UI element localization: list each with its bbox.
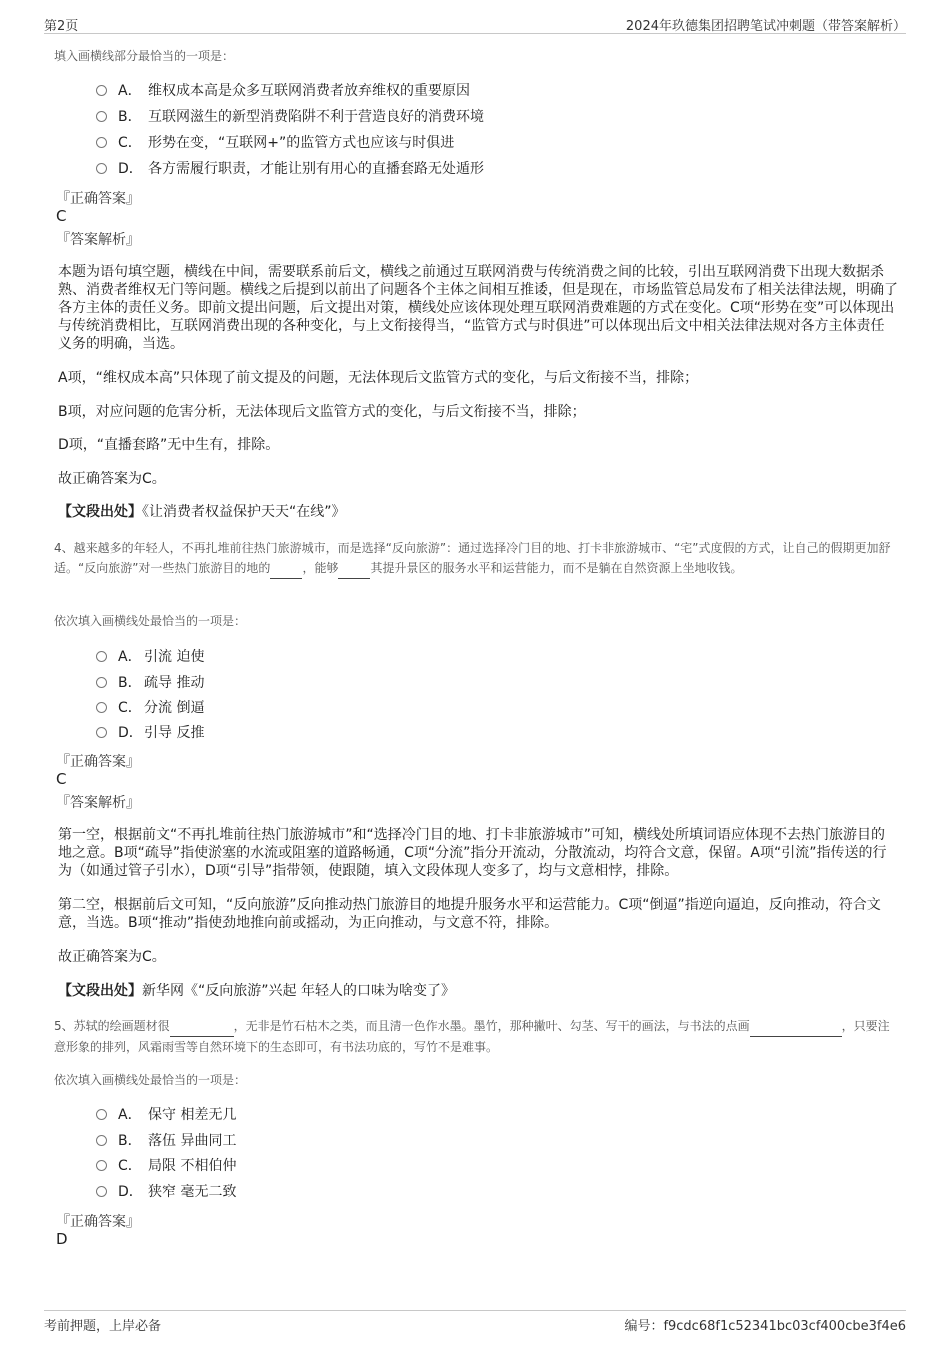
blank-2 — [338, 558, 370, 579]
blank-1 — [270, 558, 302, 579]
q5-answer: D — [56, 1230, 68, 1248]
radio-icon[interactable] — [96, 1135, 107, 1146]
document-id: 编号：f9cdc68f1c52341bc03cf400cbe3f4e6 — [624, 1319, 906, 1334]
q4-source — [58, 982, 898, 1000]
q5-option-c[interactable]: C． 局限 不相伯仲 — [96, 1155, 236, 1177]
document-title: 2024年玖德集团招聘笔试冲刺题（带答案解析） — [625, 19, 906, 34]
page-footer — [44, 1310, 906, 1333]
radio-icon[interactable] — [96, 651, 107, 662]
q4-conclusion: 故正确答案为C。 — [58, 949, 166, 965]
radio-icon[interactable] — [96, 727, 107, 738]
q3-option-a[interactable]: A． 维权成本高是众多互联网消费者放弃维权的重要原因 — [96, 80, 470, 102]
source-label: 【文段出处】 — [58, 504, 142, 520]
radio-icon[interactable] — [96, 1160, 107, 1171]
q4-prompt: 依次填入画横线处最恰当的一项是： — [54, 614, 247, 628]
analysis-tag: 『答案解析』 — [56, 232, 140, 248]
q4-analysis-first-blank: 第一空，根据前文“不再扎堆前往热门旅游城市”和“选择冷门目的地、打卡非旅游城市”可知，横线处所填词语应体现不去热门旅游目的地之意。B项“疏导”指使淤塞的水流或阻塞的道路畅通，C项“分流”指分开流动，分散流动，均符合文意，保留。A项“引流”指传送的行为（如通过管子引水），D项“引导”指带领，使跟随，填入文段体现人变多了，均与文意相悖，排除。 — [58, 827, 887, 879]
radio-icon[interactable] — [96, 111, 107, 122]
q3-option-b[interactable]: B． 互联网滋生的新型消费陷阱不利于营造良好的消费环境 — [96, 106, 484, 128]
q4-option-b[interactable]: B． 疏导 推动 — [96, 672, 204, 694]
blank-2 — [750, 1016, 842, 1037]
answer-tag: 『正确答案』 — [56, 191, 140, 207]
q3-answer: C — [56, 207, 67, 225]
radio-icon[interactable] — [96, 1109, 107, 1120]
q4-analysis-second-blank: 第二空，根据前后文可知，“反向旅游”反向推动热门旅游目的地提升服务水平和运营能力。C项“倒逼”指逆向逼迫，反向推动，符合文意，当选。B项“推动”指使劲地推向前或摇动，为正向推动，与文意不符，排除。 — [58, 897, 881, 931]
answer-tag: 『正确答案』 — [56, 1214, 140, 1230]
source-text: 《让消费者权益保护天天“在线”》 — [142, 504, 346, 520]
q4-option-a[interactable]: A． 引流 迫使 — [96, 646, 204, 668]
q3-source — [58, 503, 898, 521]
source-text: 新华网《“反向旅游”兴起 年轻人的口味为啥变了》 — [142, 983, 455, 999]
source-label: 【文段出处】 — [58, 983, 142, 999]
radio-icon[interactable] — [96, 163, 107, 174]
q5-option-b[interactable]: B． 落伍 异曲同工 — [96, 1130, 236, 1152]
q5-option-a[interactable]: A． 保守 相差无几 — [96, 1104, 236, 1126]
q4-option-d[interactable]: D．引导 反推 — [96, 722, 204, 744]
q5-option-d[interactable]: D． 狭窄 毫无二致 — [96, 1181, 236, 1203]
blank-1 — [170, 1016, 234, 1037]
q3-analysis-a: A项，“维权成本高”只体现了前文提及的问题，无法体现后文监管方式的变化，与后文衔接不当，排除； — [58, 370, 699, 386]
q4-question: 4、越来越多的年轻人，不再扎堆前往热门旅游城市，而是选择“反向旅游”：通过选择冷门目的地、打卡非旅游城市、“宅”式度假的方式，让自己的假期更加舒适。“反向旅游”对一些热门旅游目的地的 ，能够 其提升景区的服务水平和运营能力，而不是躺在自然资源上坐地收钱。 — [54, 538, 899, 579]
q5-question: 5、苏轼的绘画题材很 ，无非是竹石枯木之类，而且清一色作水墨。墨竹，那种撇叶、勾茎、写干的画法，与书法的点画 ，只要注意形象的排列，风霜雨雪等自然环境下的生态即可，有书法功底的，写竹不是难事。 — [54, 1016, 899, 1057]
answer-tag: 『正确答案』 — [56, 754, 140, 770]
footer-slogan: 考前押题，上岸必备 — [44, 1319, 162, 1334]
q4-answer: C — [56, 770, 67, 788]
q3-prompt: 填入画横线部分最恰当的一项是： — [54, 49, 235, 63]
radio-icon[interactable] — [96, 702, 107, 713]
q3-conclusion: 故正确答案为C。 — [58, 471, 166, 487]
radio-icon[interactable] — [96, 1186, 107, 1197]
page-header — [44, 13, 906, 34]
q3-option-d[interactable]: D． 各方需履行职责，才能让别有用心的直播套路无处遁形 — [96, 158, 484, 180]
page-number: 第2页 — [44, 19, 79, 34]
q4-option-c[interactable]: C． 分流 倒逼 — [96, 697, 204, 719]
radio-icon[interactable] — [96, 137, 107, 148]
radio-icon[interactable] — [96, 85, 107, 96]
q3-analysis-b: B项，对应问题的危害分析，无法体现后文监管方式的变化，与后文衔接不当，排除； — [58, 404, 586, 420]
analysis-tag: 『答案解析』 — [56, 795, 140, 811]
q5-prompt: 依次填入画横线处最恰当的一项是： — [54, 1073, 247, 1087]
q3-analysis-main: 本题为语句填空题，横线在中间，需要联系前后文，横线之前通过互联网消费与传统消费之间的比较，引出互联网消费下出现大数据杀熟、消费者维权无门等问题。横线之后提到以前出了问题各个主体之间相互推诿，但是现在，市场监管总局发布了相关法律法规，明确了各方主体的责任义务。即前文提出问题，后文提出对策，横线处应该体现处理互联网消费难题的方式在变化。C项“形势在变”可以体现出与传统消费相比，互联网消费出现的各种变化，与上文衔接得当，“监管方式与时俱进”可以体现出后文中相关法律法规对各方主体责任义务的明确，当选。 — [58, 264, 898, 352]
radio-icon[interactable] — [96, 677, 107, 688]
q3-analysis-d: D项，“直播套路”无中生有，排除。 — [58, 437, 280, 453]
q3-option-c[interactable]: C． 形势在变，“互联网+”的监管方式也应该与时俱进 — [96, 132, 454, 154]
